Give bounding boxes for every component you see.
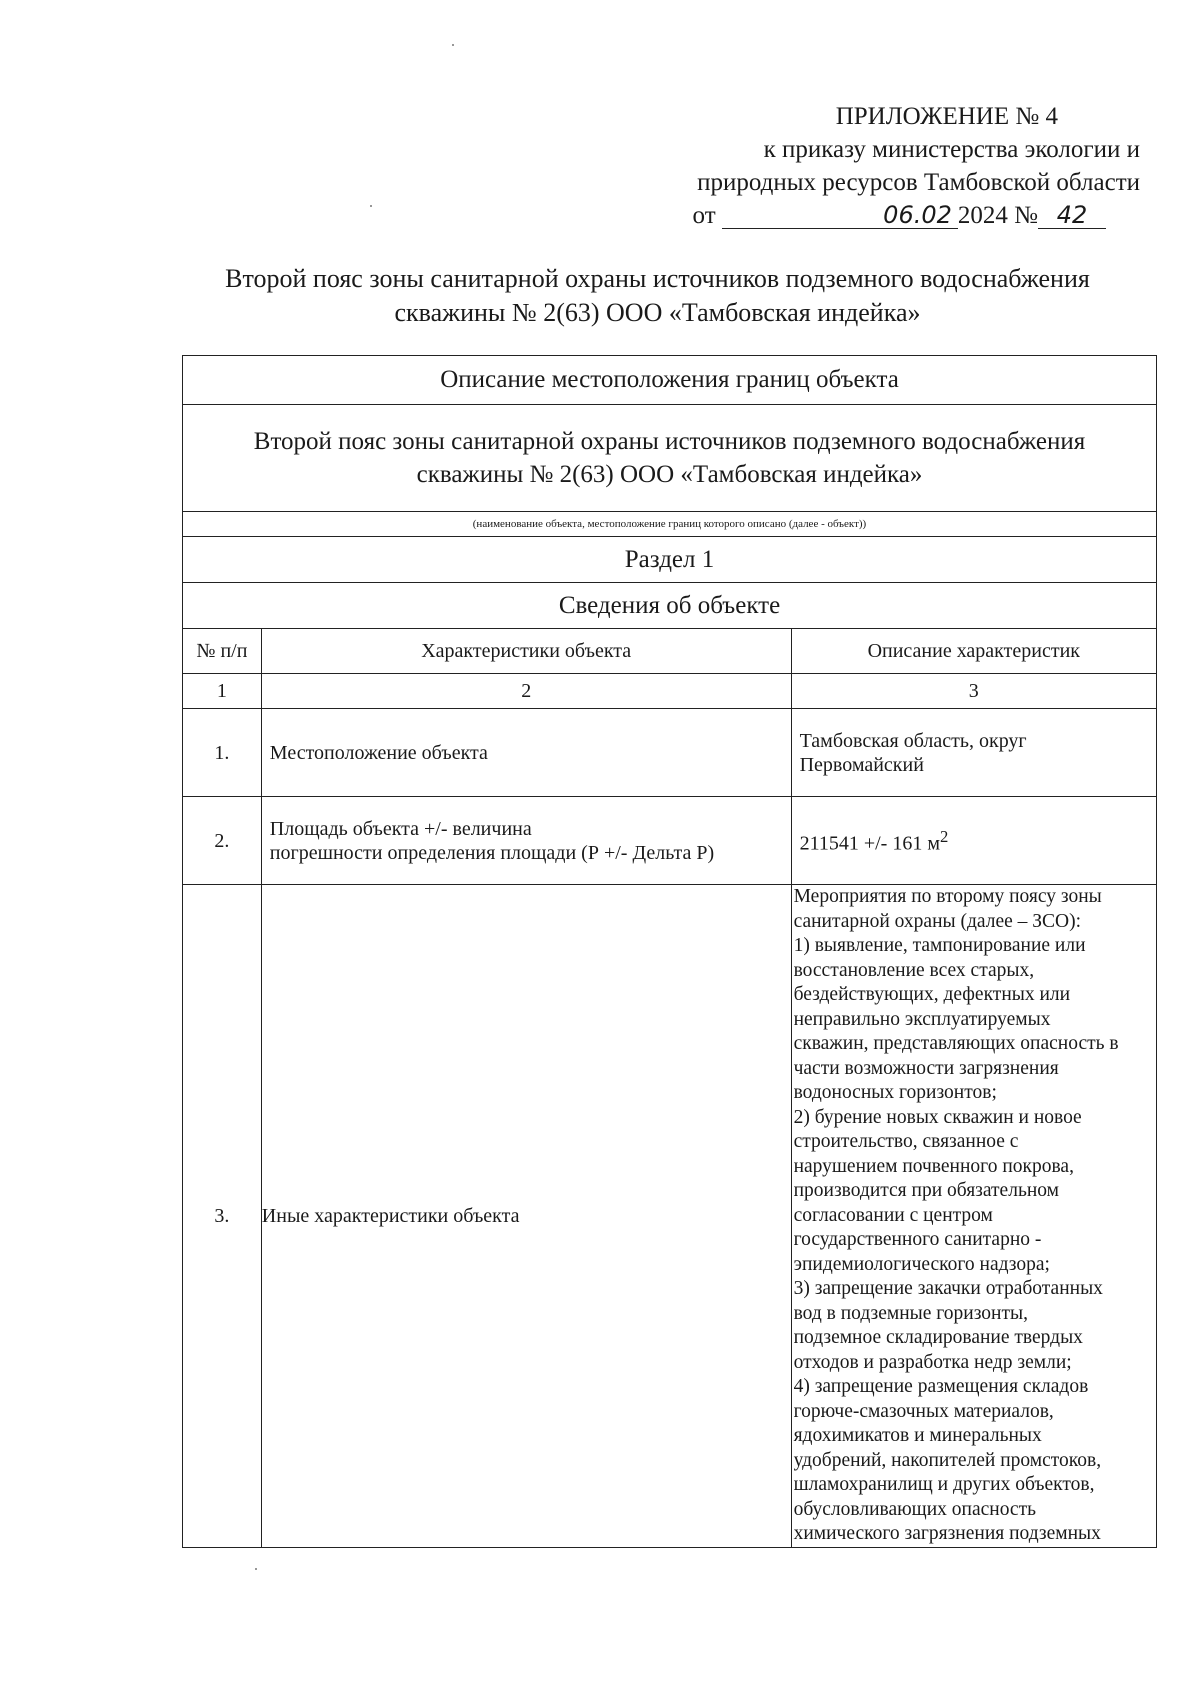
scan-speck [452,44,454,46]
row-characteristic: Площадь объекта +/- величина погрешности определения площади (Р +/- Дельта Р) [261,797,791,885]
object-name-line2: скважины № 2(63) ООО «Тамбовская индейка» [416,461,923,488]
row-description [791,885,1156,1548]
appendix-header [620,100,1140,232]
column-header-description: Описание характеристик [791,629,1156,674]
area-value: 211541 +/- 161 м [799,832,940,855]
row-number: 2. [183,797,262,885]
object-name-line1: Второй пояс зоны санитарной охраны источников подземного водоснабжения [253,428,1086,455]
handwritten-order-number: 42 [1038,202,1106,229]
column-index: 2 [261,674,791,709]
table-heading: Описание местоположения границ объекта [183,356,1157,405]
appendix-order-line1: к приказу министерства экологии и [763,136,1140,163]
document-title-line1: Второй пояс зоны санитарной охраны источников подземного водоснабжения [225,264,1090,293]
object-description-table [182,355,1157,1548]
table-row [183,709,1157,797]
row-description [791,797,1156,885]
object-caption: (наименование объекта, местоположение границ которого описано (далее - объект)) [183,512,1157,537]
appendix-date-line [620,199,1140,232]
row-number: 3. [183,885,262,1548]
document-title [170,262,1145,330]
area-unit-exponent: 2 [940,827,949,847]
column-header-characteristic: Характеристики объекта [261,629,791,674]
document-title-line2: скважины № 2(63) ООО «Тамбовская индейка» [394,298,921,327]
appendix-title: ПРИЛОЖЕНИЕ № 4 [835,103,1058,130]
date-prefix: от [692,202,716,229]
table-row [183,797,1157,885]
row-description: Тамбовская область, округ Первомайский [791,709,1156,797]
object-name [183,405,1157,512]
year-and-number-label: 2024 № [957,202,1038,229]
column-header-num: № п/п [183,629,262,674]
column-index: 3 [791,674,1156,709]
column-index: 1 [183,674,262,709]
appendix-order-line2: природных ресурсов Тамбовской области [697,169,1140,196]
row-number: 1. [183,709,262,797]
scan-speck [370,205,372,207]
table-row [183,885,1157,1548]
row-characteristic: Иные характеристики объекта [261,885,791,1548]
section-title: Раздел 1 [183,537,1157,583]
scan-speck [255,1568,257,1570]
handwritten-date: 06.02 [722,202,958,229]
section-subtitle: Сведения об объекте [183,583,1157,629]
row-characteristic: Местоположение объекта [261,709,791,797]
row-description-text: Мероприятия по второму поясу зоны санитарной охраны (далее – ЗСО): 1) выявление, тампонирование или восстановление всех старых, бездействующих, дефектных или неправильно эксплуатируемых скважин, представляющих опасность в части возможности загрязнения водоносных горизонтов; 2) бурение новых скважин и новое строительство, связанное с нарушением почвенного покрова, производится при обязательном согласовании с центром государственного санитарно - эпидемиологического надзора; 3) запрещение закачки отработанных вод в подземные горизонты, подземное складирование твердых отходов и разработка недр земли; 4) запрещение размещения складов горюче-смазочных материалов, ядохимикатов и минеральных удобрений, накопителей промстоков, шламохранилищ и других объектов, обусловливающих опасность химического загрязнения подземных [793,886,1119,1544]
